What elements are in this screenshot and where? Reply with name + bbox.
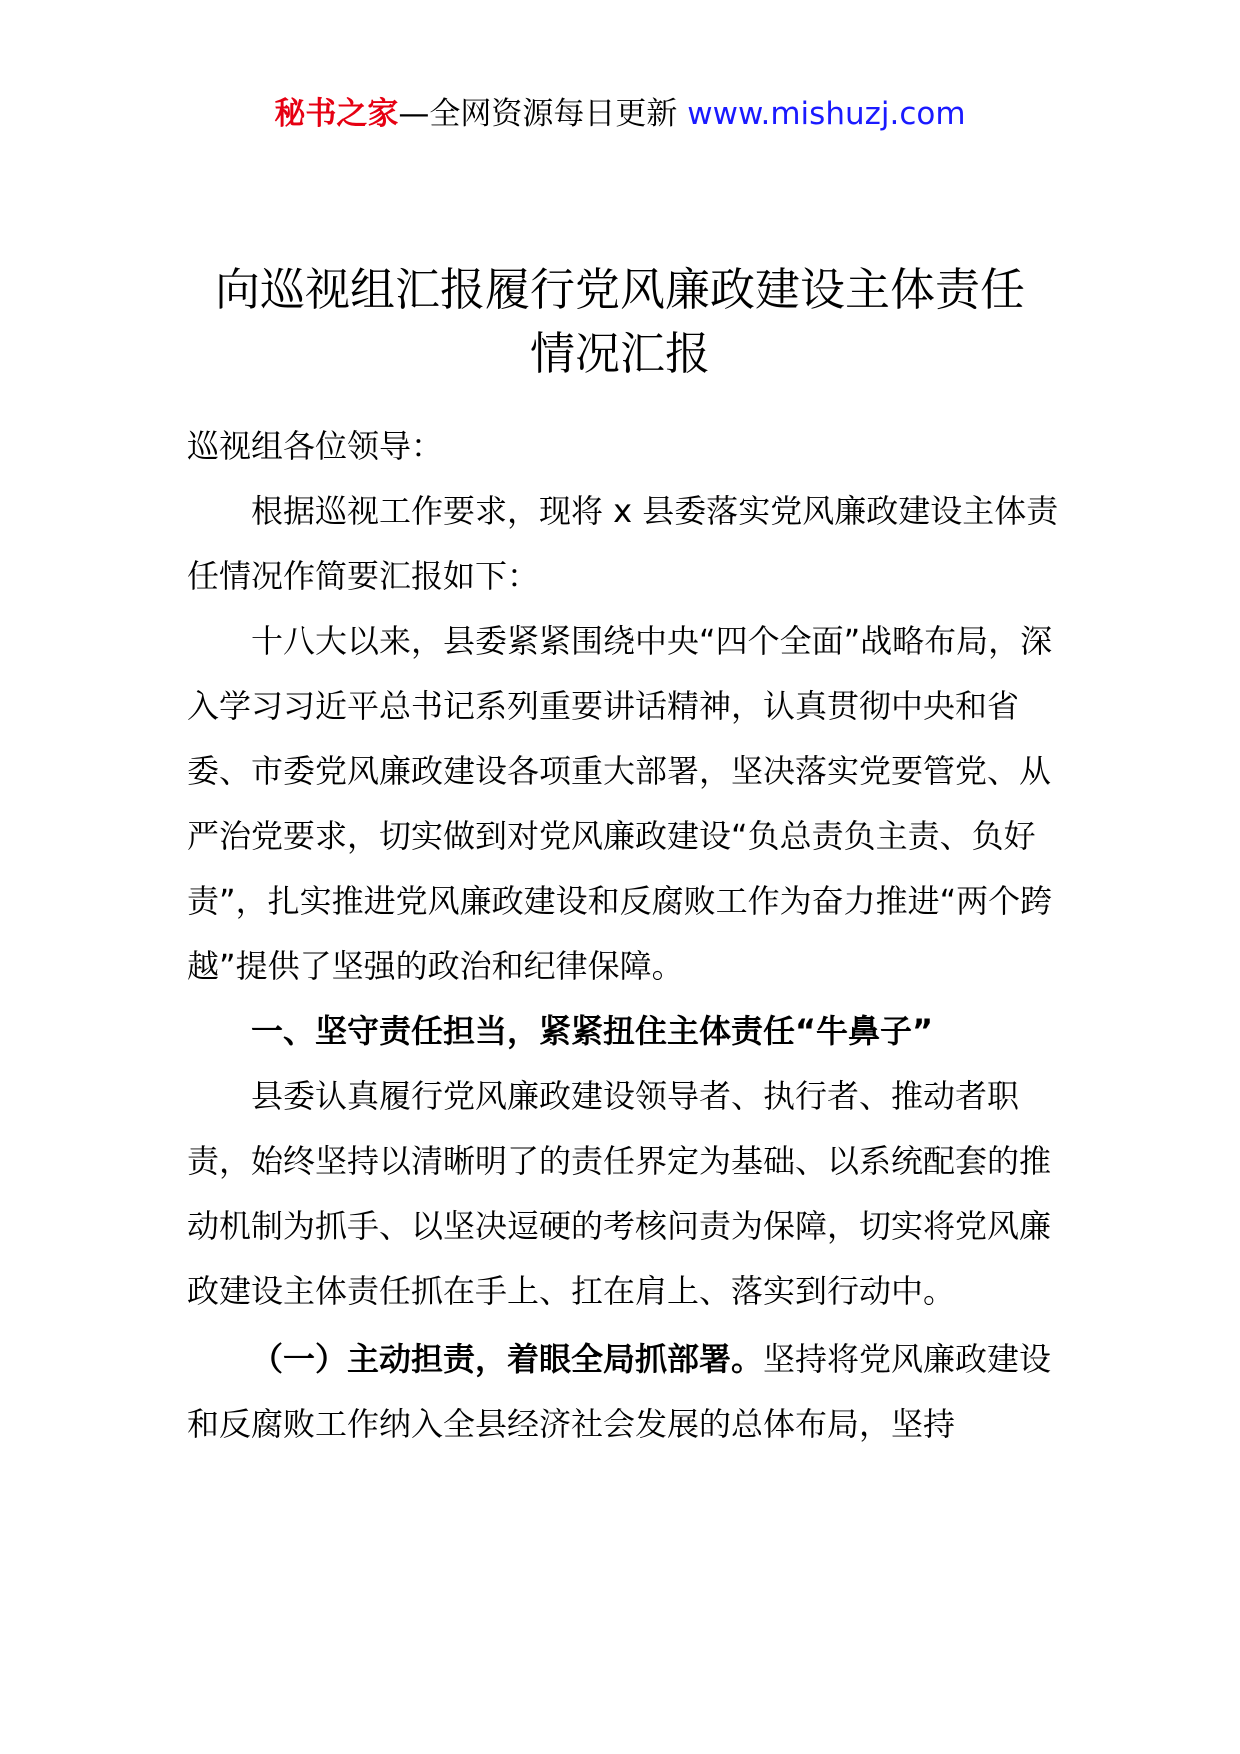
site-brand: 秘书之家 xyxy=(274,96,399,132)
subsection-1-paragraph xyxy=(187,1327,1067,1457)
title-line-1: 向巡视组汇报履行党风廉政建设主体责任 xyxy=(214,263,1025,316)
section-1-heading: 一、坚守责任担当，紧紧扭住主体责任“牛鼻子” xyxy=(251,1012,934,1050)
site-url-link[interactable]: www.mishuzj.com xyxy=(687,96,966,132)
section-1-paragraph: 县委认真履行党风廉政建设领导者、执行者、推动者职责，始终坚持以清晰明了的责任界定为基础、以系统配套的推动机制为抓手、以坚决逗硬的考核问责为保障，切实将党风廉政建设主体责任抓在手上、扛在肩上、落实到行动中。 xyxy=(187,1077,1052,1310)
intro-paragraph: 根据巡视工作要求，现将 x 县委落实党风廉政建设主体责任情况作简要汇报如下： xyxy=(187,492,1059,595)
document-title xyxy=(0,258,1240,386)
overview-paragraph: 十八大以来，县委紧紧围绕中央“四个全面”战略布局，深入学习习近平总书记系列重要讲话精神，认真贯彻中央和省委、市委党风廉政建设各项重大部署，坚决落实党要管党、从严治党要求，切实做到对党风廉政建设“负总责负主责、负好责”，扎实推进党风廉政建设和反腐败工作为奋力推进“两个跨越”提供了坚强的政治和纪律保障。 xyxy=(187,622,1053,985)
subsection-1-text: 坚持将党风廉政建设和反腐败工作纳入全县经济社会发展的总体布局，坚持 xyxy=(187,1340,1052,1443)
site-header xyxy=(0,92,1240,136)
document-body xyxy=(187,414,1067,1457)
site-tagline: —全网资源每日更新 xyxy=(398,96,688,132)
salutation: 巡视组各位领导： xyxy=(187,427,444,465)
title-line-2: 情况汇报 xyxy=(529,327,710,380)
subsection-1-heading: （一）主动担责，着眼全局抓部署。 xyxy=(251,1340,764,1378)
